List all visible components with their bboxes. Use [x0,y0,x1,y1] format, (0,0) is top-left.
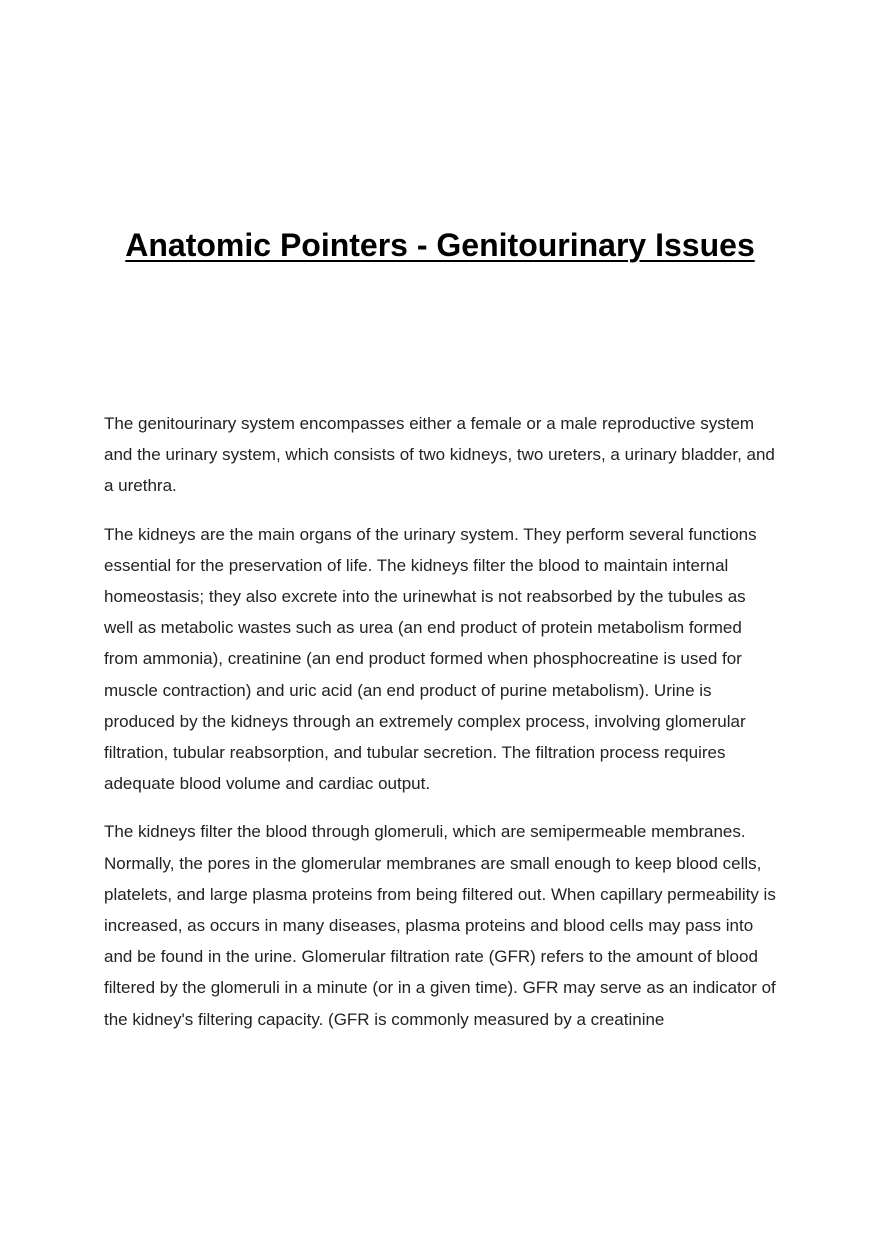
document-body [104,408,779,1052]
paragraph-genitourinary-overview: The genitourinary system encompasses either a female or a male reproductive system and the urinary system, which consists of two kidneys, two ureters, a urinary bladder, and a urethra. [104,414,775,496]
document-title-text: Anatomic Pointers - Genitourinary Issues [125,227,755,263]
document-title [100,214,780,276]
paragraph-kidney-functions: The kidneys are the main organs of the urinary system. They perform several functions essential for the preservation of life. The kidneys filter the blood to maintain internal homeostasis; they also excrete into the urinewhat is not reabsorbed by the tubules as well as metabolic wastes such as urea (an end product of protein metabolism formed from ammonia), creatinine (an end product formed when phosphocreatine is used for muscle contraction) and uric acid (an end product of purine metabolism). Urine is produced by the kidneys through an extremely complex process, involving glomerular filtration, tubular reabsorption, and tubular secretion. The filtration process requires adequate blood volume and cardiac output. [104,524,757,794]
paragraph-glomerular-filtration: The kidneys filter the blood through glomeruli, which are semipermeable membranes. Normally, the pores in the glomerular membranes are small enough to keep blood cells, platelets, and large plasma proteins from being filtered out. When capillary permeability is increased, as occurs in many diseases, plasma proteins and blood cells may pass into and be found in the urine. Glomerular filtration rate (GFR) refers to the amount of blood filtered by the glomeruli in a minute (or in a given time). GFR may serve as an indicator of the kidney's filtering capacity. (GFR is commonly measured by a creatinine [104,822,776,1029]
